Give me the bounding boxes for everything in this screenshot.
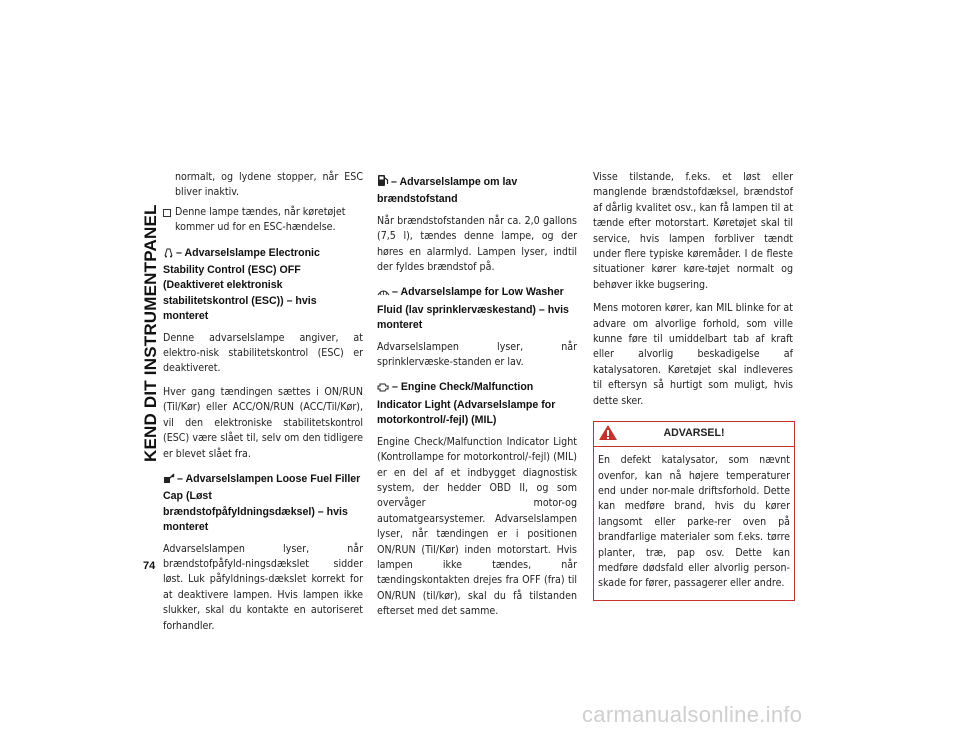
bullet-text: Denne lampe tændes, når køretøjet kommer ud for en ESC-hændelse. (175, 205, 346, 234)
fuel-cap-icon (163, 473, 175, 489)
paragraph: Hver gang tændingen sættes i ON/RUN (Til/Kør) eller ACC/ON/RUN (ACC/Til/Kør), vil den elektroniske stabilitetskontrol (ESC) være slået til, selv om den tidligere er blevet slået fra. (163, 385, 363, 460)
page-number: 74 (143, 560, 156, 572)
heading-text: – Engine Check/Malfunction Indicator Light (Advarselslampe for motorkontrol/-fejl) (MIL) (377, 381, 556, 427)
paragraph: Engine Check/Malfunction Indicator Light (Kontrollampe for motorkontrol/-fejl) (MIL) er en del af et indbygget diagnostisk system, der hedder OBD II, og som overvåger motor-og automatgearsystemer. Advarselslampen lyser, når tændingen er i positionen ON/RUN (Til/Kør) inden motorstart. Hvis lampen ikke tændes, når tændingskontakten drejes fra OFF (fra) til ON/RUN (til/kør), skal du få tilstanden efterset med det samme. (377, 435, 577, 618)
heading-text: – Advarselslampen Loose Fuel Filler Cap (Løst brændstofpåfyldningsdæksel) – hvis monteret (163, 472, 361, 534)
paragraph: Denne advarselslampe angiver, at elektro-nisk stabilitetskontrol (ESC) er deaktiveret. (163, 331, 363, 375)
esc-off-icon (163, 247, 174, 263)
warning-text: En defekt katalysator, som nævnt ovenfor, kan nå højere temperaturer end under nor-male driftsforhold. Dette kan medføre brand, hvis du kører langsomt eller parke-rer oven på brandfarlige materialer som f.eks. tørre planter, træ, pap osv. Dette kan medføre dødsfald eller alvorlig person-skade for fører, passagerer eller andre. (598, 454, 790, 590)
watermark: carmanualsonline.info (582, 702, 803, 727)
warning-header (594, 422, 794, 447)
warning-box (593, 421, 795, 601)
section-title: KEND DIT INSTRUMENTPANEL (141, 204, 160, 462)
paragraph: Mens motoren kører, kan MIL blinke for at advare om alvorlige forhold, som ville kunne føre til umiddelbart tab af kraft eller alvorlig beskadigelse af katalysatoren. Køretøjet skal indleveres til eftersyn så hurtigt som muligt, hvis dette sker. (593, 302, 793, 407)
warning-title: ADVARSEL! (663, 427, 725, 440)
washer-fluid-icon (377, 287, 390, 302)
heading-text: – Advarselslampe for Low Washer Fluid (lav sprinklervæskestand) – hvis monteret (377, 286, 569, 332)
heading-esc-off (163, 246, 363, 325)
paragraph: Advarselslampen lyser, når brændstofpåfyld-ningsdækslet sidder løst. Luk påfyldnings-dækslet korrekt for at deaktivere lampen. Hvis lampen ikke slukker, skal du kontakte en autoriseret forhandler. (163, 542, 363, 632)
heading-fuel-cap (163, 472, 363, 536)
heading-text: – Advarselslampe om lav brændstofstand (377, 176, 518, 206)
heading-low-fuel (377, 174, 577, 208)
bullet-square-icon (163, 209, 171, 217)
warning-triangle-icon (598, 424, 618, 445)
paragraph: Når brændstofstanden når ca. 2,0 gallons (7,5 l), tændes denne lampe, og der høres en alarmlyd. Lampen lyser, indtil der fyldes brændstof på. (377, 214, 577, 274)
bullet-item (163, 205, 363, 236)
column-1 (163, 170, 363, 642)
fuel-pump-icon (377, 174, 389, 192)
column-3 (593, 170, 793, 601)
paragraph: Advarselslampen lyser, når sprinklervæske-standen er lav. (377, 340, 577, 369)
heading-engine-check (377, 380, 577, 428)
heading-washer-fluid (377, 285, 577, 333)
paragraph: normalt, og lydene stopper, når ESC bliver inaktiv. (175, 171, 363, 199)
paragraph: Visse tilstande, f.eks. et løst eller manglende brændstofdæksel, brændstof af dårlig kvalitet osv., kan få lampen til at tænde efter motorstart. Køretøjet skal til service, hvis lampen forbliver tændt under flere typiske køremåder. I de fleste situationer kører køre-tøjet normalt og behøver ikke bugsering. (593, 171, 793, 291)
heading-text: – Advarselslampe Electronic Stability Control (ESC) OFF (Deaktiveret elektronisk stabilitetskontrol (ESC)) – hvis monteret (163, 246, 320, 323)
warning-body (594, 447, 794, 600)
column-2 (377, 170, 577, 628)
engine-check-icon (377, 382, 390, 397)
section-side-tab (140, 172, 162, 462)
